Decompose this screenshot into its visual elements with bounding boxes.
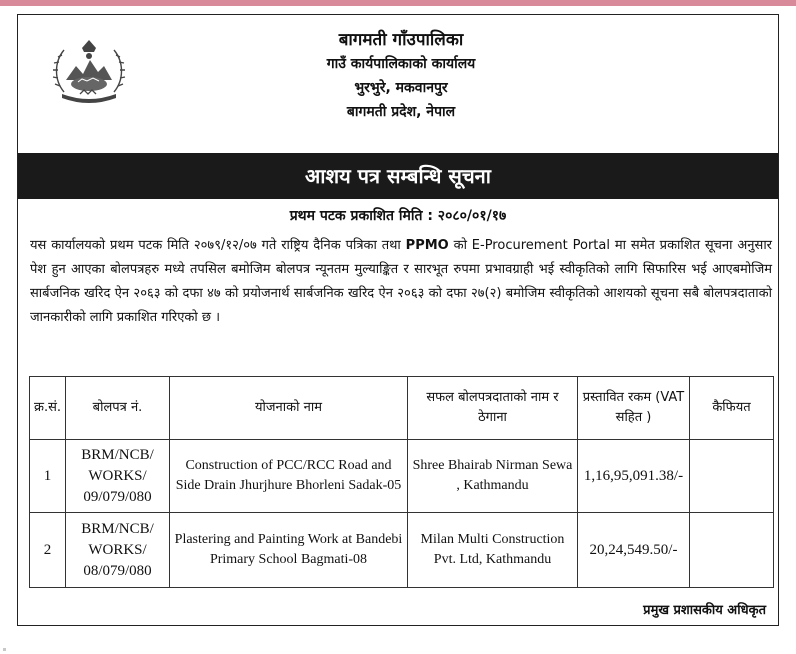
header-bidder: सफल बोलपत्रदाताको नाम र ठेगाना	[408, 377, 578, 440]
cell-project: Construction of PCC/RCC Road and Side Drain Jhurjhure Bhorleni Sadak-05	[170, 440, 408, 513]
header-amount: प्रस्तावित रकम (VAT सहित )	[578, 377, 690, 440]
cell-sn: 2	[30, 513, 66, 588]
header-sn: क्र.सं.	[30, 377, 66, 440]
nepal-emblem-logo	[50, 36, 128, 106]
table-row	[30, 440, 774, 513]
office-header	[200, 28, 602, 124]
municipality-name: बागमती गाँउपालिका	[338, 30, 464, 50]
cell-bid-no: BRM/NCB/ WORKS/ 09/079/080	[66, 440, 170, 513]
body-text-end: को E-Procurement Portal मा समेत प्रकाशित सूचना अनुसार पेश हुन आएका बोलपत्रहरु मध्ये तपसिल बमोजिम बोलपत्र न्यूनतम मुल्याङ्कित र सारभूत रुपमा प्रभावग्राही भई स्वीकृतिको लागि सिफारिस भई आएबमोजिम सार्बजनिक खरिद ऐन २०६३ को दफा ४७ को प्रयोजनार्थ सार्बजनिक खरिद ऐन २०६३ को दफा २७(२) बमोजिम स्वीकृतिको आशयको सूचना सबै बोलपत्रदाताको जानकारीको लागि प्रकाशित गरिएको छ ।	[30, 238, 772, 325]
header-remarks: कैफियत	[690, 377, 774, 440]
body-text-start: यस कार्यालयको प्रथम पटक मिति २०७९/१२/०७ गते राष्ट्रिय दैनिक पत्रिका तथा	[30, 238, 406, 253]
header-bid-no: बोलपत्र नं.	[66, 377, 170, 440]
cell-remarks	[690, 440, 774, 513]
province-line: बागमती प्रदेश, नेपाल	[346, 104, 456, 120]
table-header-row	[30, 377, 774, 440]
office-address: भुरभुरे, मकवानपुर	[354, 80, 448, 96]
bid-results-table	[29, 376, 774, 588]
cell-bidder: Milan Multi Construction Pvt. Ltd, Kathmandu	[408, 513, 578, 588]
notice-body	[30, 234, 772, 330]
corner-mark	[3, 648, 6, 651]
signature-title: प्रमुख प्रशासकीय अधिकृत	[643, 603, 766, 618]
notice-title-banner: आशय पत्र सम्बन्धि सूचना	[18, 153, 778, 199]
cell-amount: 20,24,549.50/-	[578, 513, 690, 588]
cell-bid-no: BRM/NCB/ WORKS/ 08/079/080	[66, 513, 170, 588]
table-row	[30, 513, 774, 588]
body-bold-term: PPMO	[405, 238, 449, 253]
top-accent-bar	[0, 0, 796, 6]
cell-bidder: Shree Bhairab Nirman Sewa , Kathmandu	[408, 440, 578, 513]
cell-remarks	[690, 513, 774, 588]
publish-date-line: प्रथम पटक प्रकाशित मिति : २०८०/०१/१७	[289, 208, 507, 224]
cell-sn: 1	[30, 440, 66, 513]
cell-amount: 1,16,95,091.38/-	[578, 440, 690, 513]
header-project: योजनाको नाम	[170, 377, 408, 440]
cell-project: Plastering and Painting Work at Bandebi Primary School Bagmati-08	[170, 513, 408, 588]
office-name: गाउँ कार्यपालिकाको कार्यालय	[326, 56, 476, 72]
